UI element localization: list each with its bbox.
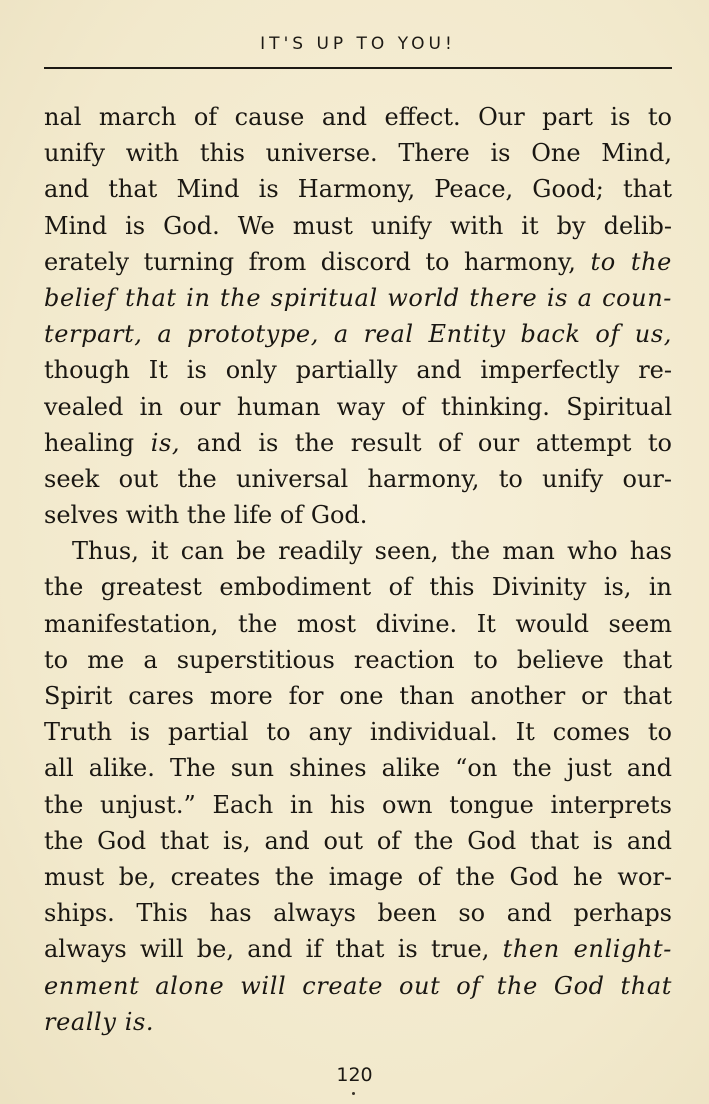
text-run: the unjust.” Each in his own tongue interprets (44, 790, 672, 819)
text-line (44, 135, 672, 171)
text-line (44, 642, 672, 678)
italic-text: to the (590, 247, 672, 276)
text-run: Mind is God. We must unify with it by delib- (44, 211, 672, 240)
text-line (44, 280, 672, 316)
text-run: all alike. The sun shines alike “on the just and (44, 754, 672, 783)
text-line (44, 787, 672, 823)
italic-text: is, (150, 428, 181, 457)
text-run: selves with the life of God. (44, 501, 368, 530)
text-run: seek out the universal harmony, to unify our- (44, 464, 672, 493)
text-line (44, 823, 672, 859)
body-text (44, 99, 672, 1040)
text-line (44, 244, 672, 280)
text-line (44, 859, 672, 895)
text-run: to me a superstitious reaction to believe that (44, 645, 672, 674)
text-line (44, 533, 672, 569)
text-line (44, 714, 672, 750)
text-line (44, 316, 672, 352)
text-run: though It is only partially and imperfectly re- (44, 356, 672, 385)
text-run: and that Mind is Harmony, Peace, Good; that (44, 175, 672, 204)
text-run: Truth is partial to any individual. It comes to (44, 718, 672, 747)
text-line (44, 497, 672, 533)
text-line (44, 569, 672, 605)
text-run: vealed in our human way of thinking. Spiritual (44, 392, 672, 421)
text-line (44, 1004, 672, 1040)
text-line (44, 931, 672, 967)
text-line (44, 425, 672, 461)
text-run: always will be, and if that is true, (44, 935, 503, 964)
text-line (44, 895, 672, 931)
text-run: ships. This has always been so and perhaps (44, 899, 672, 928)
text-run: and is the result of our attempt to (180, 428, 672, 457)
text-line (44, 99, 672, 135)
text-line (44, 750, 672, 786)
printer-mark (352, 1092, 355, 1095)
text-run: manifestation, the most divine. It would seem (44, 609, 672, 638)
header-rule (44, 67, 672, 69)
running-head: IT'S UP TO YOU! (260, 34, 456, 54)
text-run: nal march of cause and effect. Our part is to (44, 103, 672, 131)
text-line (44, 606, 672, 642)
text-run: Thus, it can be readily seen, the man who has (72, 537, 672, 566)
italic-text: enment alone will create out of the God that (44, 971, 672, 1000)
text-line (44, 461, 672, 497)
text-run: erately turning from discord to harmony, (44, 247, 591, 276)
text-line (44, 678, 672, 714)
text-line (44, 389, 672, 425)
text-run: the God that is, and out of the God that is and (44, 826, 672, 855)
italic-text: terpart, a prototype, a real Entity back of us, (44, 320, 672, 349)
text-run: the greatest embodiment of this Divinity is, in (44, 573, 672, 602)
text-run: healing (44, 428, 151, 457)
text-run: must be, creates the image of the God he wor- (44, 862, 672, 891)
text-line (44, 968, 672, 1004)
text-line (44, 171, 672, 207)
page-number: 120 (336, 1064, 373, 1086)
italic-text: then enlight- (502, 935, 672, 964)
text-run: unify with this universe. There is One Mind, (44, 139, 672, 168)
text-line (44, 208, 672, 244)
text-run: Spirit cares more for one than another or that (44, 682, 672, 710)
italic-text: really is. (44, 1007, 155, 1036)
italic-text: belief that in the spiritual world there is a coun- (44, 283, 672, 312)
text-line (44, 352, 672, 388)
